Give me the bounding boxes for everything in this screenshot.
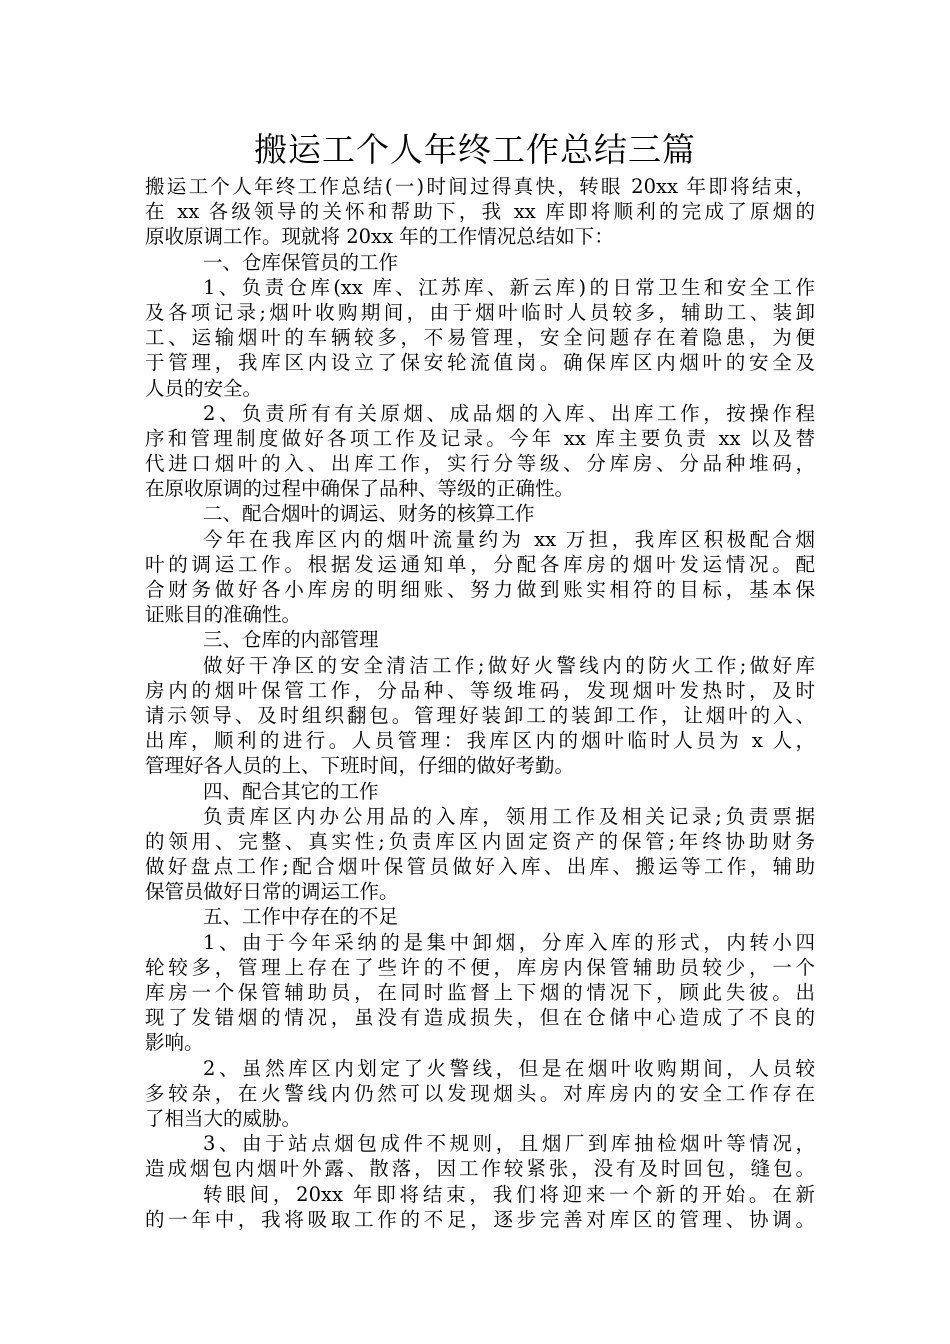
text-line: 影响。 [145, 1031, 204, 1055]
text-line: 做好干净区的安全清洁工作;做好火警线内的防火工作;做好库 [203, 653, 815, 677]
document-body [145, 174, 815, 1232]
text-line: 负责库区内办公用品的入库，领用工作及相关记录;负责票据 [203, 804, 815, 828]
text-line: 多较杂，在火警线内仍然可以发现烟头。对库房内的安全工作存在 [145, 1081, 815, 1105]
text-line: 人员的安全。 [145, 376, 263, 400]
text-line: 叶的调运工作。根据发运通知单，分配各库房的烟叶发运情况。配 [145, 552, 815, 576]
text-line: 轮较多，管理上存在了些许的不便，库房内保管辅助员较少，一个 [145, 955, 815, 979]
text-line: 3、由于站点烟包成件不规则，且烟厂到库抽检烟叶等情况， [203, 1132, 815, 1156]
section-heading: 三、仓库的内部管理 [203, 628, 379, 652]
text-line: 库房一个保管辅助员，在同时监督上下烟的情况下，顾此失彼。出 [145, 981, 815, 1004]
text-line: 转眼间，20xx 年即将结束，我们将迎来一个新的开始。在新 [203, 1182, 815, 1206]
section-heading: 二、配合烟叶的调运、财务的核算工作 [203, 502, 535, 526]
text-line: 及各项记录;烟叶收购期间，由于烟叶临时人员较多，辅助工、装卸 [145, 300, 815, 324]
section-heading: 四、配合其它的工作 [203, 779, 379, 803]
text-line: 序和管理制度做好各项工作及记录。今年 xx 库主要负责 xx 以及替 [145, 426, 815, 450]
text-line: 今年在我库区内的烟叶流量约为 xx 万担，我库区积极配合烟 [203, 527, 815, 551]
text-line: 的领用、完整、真实性;负责库区内固定资产的保管;年终协助财务 [145, 829, 815, 853]
section-heading: 五、工作中存在的不足 [203, 905, 399, 929]
text-line: 工、运输烟叶的车辆较多，不易管理，安全问题存在着隐患，为便 [145, 326, 815, 350]
text-line: 搬运工个人年终工作总结(一)时间过得真快，转眼 20xx 年即将结束， [145, 175, 815, 198]
section-heading: 一、仓库保管员的工作 [203, 250, 399, 274]
text-line: 请示领导、及时组织翻包。管理好装卸工的装卸工作，让烟叶的入、 [145, 703, 815, 727]
text-line: 在 xx 各级领导的关怀和帮助下，我 xx 库即将顺利的完成了原烟的 [145, 200, 815, 224]
text-line: 2、虽然库区内划定了火警线，但是在烟叶收购期间，人员较 [203, 1056, 815, 1080]
text-line: 代进口烟叶的入、出库工作，实行分等级、分库房、分品种堆码， [145, 452, 815, 476]
text-line: 于管理，我库区内设立了保安轮流值岗。确保库区内烟叶的安全及 [145, 351, 815, 375]
text-line: 了相当大的威胁。 [145, 1106, 302, 1130]
text-line: 出库，顺利的进行。人员管理：我库区内的烟叶临时人员为 x 人， [145, 729, 815, 753]
text-line: 1、负责仓库(xx 库、江苏库、新云库)的日常卫生和安全工作 [203, 275, 815, 299]
document-title: 搬运工个人年终工作总结三篇 [254, 130, 696, 169]
text-line: 原收原调工作。现就将 20xx 年的工作情况总结如下： [145, 225, 614, 249]
text-line: 证账目的准确性。 [145, 603, 302, 627]
text-line: 2、负责所有有关原烟、成品烟的入库、出库工作，按操作程 [203, 401, 815, 425]
text-line: 合财务做好各小库房的明细账、努力做到账实相符的目标，基本保 [145, 578, 815, 601]
text-line: 房内的烟叶保管工作，分品种、等级堆码，发现烟叶发热时，及时 [145, 678, 815, 702]
text-line: 做好盘点工作;配合烟叶保管员做好入库、出库、搬运等工作，辅助 [145, 855, 815, 879]
text-line: 管理好各人员的上、下班时间，仔细的做好考勤。 [145, 754, 575, 778]
text-line: 现了发错烟的情况，虽没有造成损失，但在仓储中心造成了不良的 [145, 1006, 815, 1030]
text-line: 造成烟包内烟叶外露、散落，因工作较紧张，没有及时回包，缝包。 [145, 1157, 815, 1181]
text-line: 的一年中，我将吸取工作的不足，逐步完善对库区的管理、协调。 [145, 1207, 815, 1231]
text-line: 保管员做好日常的调运工作。 [145, 880, 399, 904]
text-line: 1、由于今年采纳的是集中卸烟，分库入库的形式，内转小四 [203, 930, 815, 954]
text-line: 在原收原调的过程中确保了品种、等级的正确性。 [145, 477, 575, 501]
